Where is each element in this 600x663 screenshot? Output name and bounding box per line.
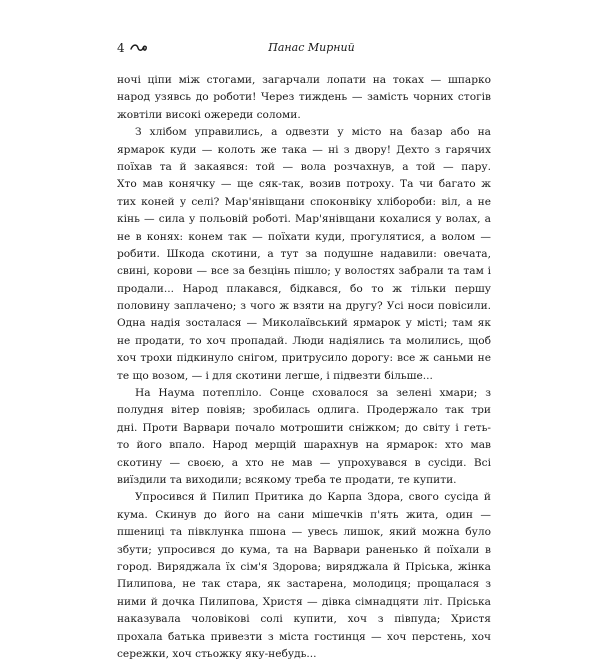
text-line: не продати, то хоч пропадай. Люди надіялись та молились, щоб: [117, 334, 491, 347]
text-line: поїхав та й закаявся: той — вола розчахнув, а той — пару.: [117, 160, 491, 173]
text-line: народ узявсь до роботи! Через тиждень — замість чорних стогів: [117, 91, 491, 104]
text-line: Одна надія зосталася — Миколаївський ярмарок у місті; там як: [117, 317, 491, 330]
text-line: наказувала чоловікові солі купити, хоч з півпуда; Христя: [117, 613, 491, 626]
text-line: не в конях: конем так — поїхати куди, прогулятися, а волом —: [117, 230, 491, 243]
text-line: хоч трохи підкинуло снігом, притрусило дорогу: все ж саньми не: [117, 352, 491, 365]
text-line: то його впало. Народ мерщій шарахнув на ярмарок: хто мав: [117, 439, 491, 452]
text-line: продали... Народ плакався, бідкався, бо то ж тільки першу: [117, 282, 491, 295]
page-number: 4: [117, 41, 125, 55]
text-line: Хто мав конячку — ще сяк-так, возив потроху. Та чи багато ж: [117, 178, 491, 191]
text-line: ярмарок куди — колоть же така — ні з двору! Дехто з гарячих: [117, 143, 491, 156]
text-line: тих коней у селі? Мар'янівщани споконвіку хлібороби: віл, а не: [117, 195, 491, 208]
text-line: кінь — сила у польовій роботі. Мар'янівщани кохалися у волах, а: [117, 213, 491, 226]
text-line: дні. Проти Варвари почало мотрошити сніжком; до світу і геть-: [117, 421, 491, 434]
text-line: виїздили та виходили; всякому треба те продати, те купити.: [117, 473, 457, 486]
text-line: Упросився й Пилип Притика до Карпа Здора, свого сусіда й: [135, 491, 491, 504]
text-line: город. Виряджала їх сім'я Здорова; виряджала й Пріська, жінка: [117, 560, 491, 573]
text-line: жовтіли високі ожереди соломи.: [117, 108, 301, 121]
text-line: половину заплачено; з чого ж взяти на другу? Усі носи повісили.: [117, 300, 491, 313]
text-line: те що возом, — і для скотини легше, і підвезти більше...: [117, 369, 433, 382]
text-line: кума. Скинув до його на сани мішечків п'ять жита, один —: [117, 508, 491, 521]
text-line: ночі ціпи між стогами, загарчали лопати на токах — шпарко: [117, 74, 491, 86]
text-line: робити. Шкода скотини, а тут за подушне надавили: овечата,: [117, 247, 491, 260]
running-head-author: Панас Мирний: [268, 41, 355, 54]
text-line: скотину — своєю, а хто не мав — упрохувався в сусіди. Всі: [117, 456, 491, 469]
page-header: [117, 40, 492, 56]
text-line: ними й дочка Пилипова, Христя — дівка сімнадцяти літ. Пріська: [117, 595, 491, 608]
text-line: З хлібом управились, а одвезти у місто на базар або на: [135, 126, 491, 139]
text-line: полудня вітер повіяв; зробилась одлига. Продержало так три: [117, 404, 491, 417]
text-line: Пилипова, не так стара, як застарена, молодиця; прощалася з: [117, 578, 491, 591]
text-line: пшениці та півклунка пшона — увесь лишок, який можна було: [117, 526, 491, 539]
text-line: сережки, хоч стьожку яку-небудь...: [117, 647, 317, 660]
paragraph: [117, 72, 491, 124]
text-line: свині, корови — все за безцінь пішло; у волостях забрали та там і: [117, 265, 491, 278]
paragraph: [117, 489, 491, 663]
paragraph: [117, 385, 491, 489]
body-text: [117, 72, 491, 663]
text-line: На Наума потепліло. Сонце сховалося за зелені хмари; з: [135, 387, 491, 400]
paragraph: [117, 124, 491, 385]
text-line: прохала батька привезти з міста гостинця — хоч перстень, хоч: [117, 630, 491, 643]
text-line: збути; упросився до кума, та на Варвари раненько й поїхали в: [117, 543, 491, 556]
